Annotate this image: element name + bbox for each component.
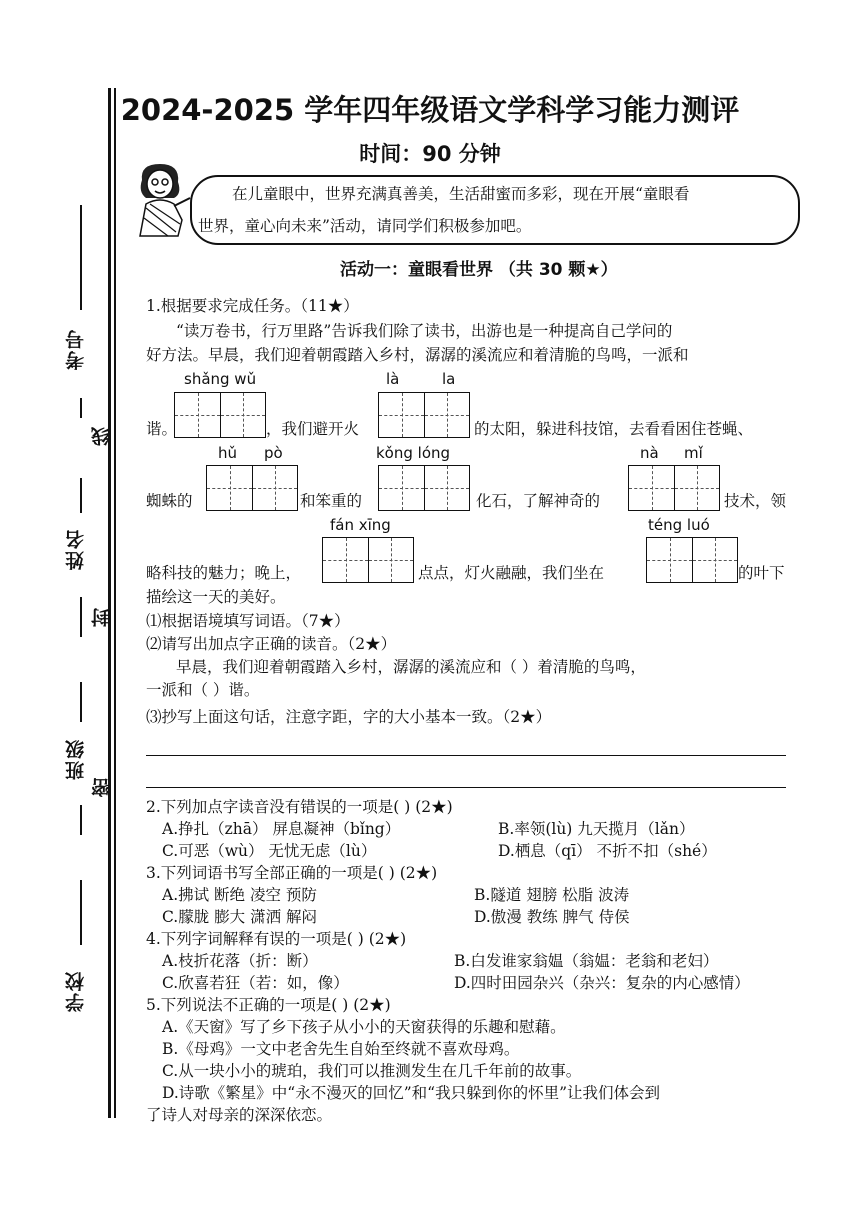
q5-option-d-line-1: D.诗歌《繁星》中“永不漫灭的回忆”和“我只躲到你的怀里”让我们体会到 — [162, 1084, 661, 1102]
label-class: 班级 — [65, 738, 87, 780]
q3-option-a: A.拂试 断绝 凌空 预防 — [162, 886, 317, 904]
pinyin-fanxing: fán xīng — [330, 516, 391, 534]
q3-option-d: D.傲漫 教练 脾气 侍侯 — [474, 908, 630, 926]
copy-writing-line-1[interactable] — [146, 755, 786, 756]
pinyin-mi: mǐ — [684, 444, 703, 462]
q5-option-b: B.《母鸡》一文中老舍先生自始至终就不喜欢母鸡。 — [162, 1040, 520, 1058]
q1-sub-2-text-2: 一派和（ ）谐。 — [146, 681, 260, 699]
q1-para-line-4c: 化石，了解神奇的 — [476, 492, 601, 510]
pinyin-konglong: kǒng lóng — [376, 444, 451, 462]
writing-grid-nami[interactable] — [628, 465, 720, 511]
exam-time: 时间：90 分钟 — [359, 142, 501, 166]
q1-para-line-6: 描绘这一天的美好。 — [146, 588, 286, 606]
label-secret: 密 — [91, 776, 113, 797]
q5-option-c: C.从一块小小的琥珀，我们可以推测发生在几千年前的故事。 — [162, 1062, 582, 1080]
q2-stem: 2.下列加点字读音没有错误的一项是( ) (2★) — [146, 798, 453, 816]
q3-option-b: B.隧道 翅膀 松脂 波涛 — [474, 886, 630, 904]
q1-sub-3: ⑶抄写上面这句话，注意字距，字的大小基本一致。（2★） — [146, 708, 552, 726]
q5-option-a: A.《天窗》写了乡下孩子从小小的天窗获得的乐趣和慰藉。 — [162, 1018, 566, 1036]
writing-grid-fanxing[interactable] — [322, 537, 414, 583]
q5-stem: 5.下列说法不正确的一项是( ) (2★) — [146, 996, 391, 1014]
q1-para-line-3c: 的太阳，躲进科技馆，去看看困住苍蝇、 — [474, 420, 754, 438]
page-title: 2024-2025 学年四年级语文学科学习能力测评 — [120, 93, 740, 127]
writing-grid-konglong[interactable] — [378, 465, 470, 511]
q1-para-line-5c: 的叶下 — [738, 564, 785, 582]
label-seal: 封 — [91, 606, 113, 627]
blank-line-school — [80, 880, 82, 945]
q1-sub-1: ⑴根据语境填写词语。（7★） — [146, 612, 350, 630]
teacher-icon — [128, 160, 198, 240]
q1-para-line-4b: 和笨重的 — [300, 492, 363, 510]
label-line: 线 — [91, 425, 113, 446]
q4-stem: 4.下列字词解释有误的一项是( ) (2★) — [146, 930, 407, 948]
label-school: 学校 — [65, 970, 87, 1012]
pinyin-po: pò — [264, 444, 283, 462]
q1-para-line-5a: 略科技的魅力；晚上， — [146, 564, 302, 582]
intro-line-1: 在儿童眼中，世界充满真善美，生活甜蜜而多彩，现在开展“童眼看 — [232, 185, 690, 203]
pinyin-la-1: là — [386, 370, 400, 388]
binding-line-thin — [114, 88, 116, 1118]
activity-title: 活动一：童眼看世界 （共 30 颗★） — [340, 260, 618, 280]
q1-para-line-4d: 技术，领 — [724, 492, 787, 510]
writing-grid-tengluo[interactable] — [646, 537, 738, 583]
copy-writing-line-2[interactable] — [146, 787, 786, 788]
blank-line-exam-number — [80, 205, 82, 310]
blank-line-divider-2 — [80, 597, 82, 637]
pinyin-la-2: la — [442, 370, 456, 388]
q4-option-b: B.白发谁家翁媪（翁媪：老翁和老妇） — [454, 952, 719, 970]
blank-line-divider-3 — [80, 805, 82, 835]
writing-grid-hupo[interactable] — [206, 465, 298, 511]
q1-para-line-2: 好方法。早晨，我们迎着朝霞踏入乡村，潺潺的溪流应和着清脆的鸟鸣，一派和 — [146, 346, 689, 364]
q1-stem: 1.根据要求完成任务。（11★） — [146, 297, 359, 315]
q1-para-line-4a: 蜘蛛的 — [146, 492, 193, 510]
q2-option-c: C.可恶（wù） 无忧无虑（lù） — [162, 842, 377, 860]
pinyin-tengluo: téng luó — [648, 516, 710, 534]
intro-line-2: 世界，童心向未来”活动，请同学们积极参加吧。 — [198, 217, 532, 235]
q5-option-d-line-2: 了诗人对母亲的深深依恋。 — [146, 1106, 333, 1124]
blank-line-class — [80, 682, 82, 722]
q1-para-line-3a: 谐。 — [146, 420, 178, 438]
q3-stem: 3.下列词语书写全部正确的一项是( ) (2★) — [146, 864, 438, 882]
blank-line-divider-1 — [80, 398, 82, 418]
label-name: 姓名 — [65, 528, 87, 570]
q4-option-d: D.四时田园杂兴（杂兴：复杂的内心感情） — [454, 974, 750, 992]
pinyin-na: nà — [640, 444, 659, 462]
q1-sub-2-text-1: 早晨，我们迎着朝霞踏入乡村，潺潺的溪流应和（ ）着清脆的鸟鸣， — [176, 658, 646, 676]
q2-option-a: A.挣扎（zhā） 屏息凝神（bǐng） — [162, 820, 401, 838]
q4-option-c: C.欣喜若狂（若：如，像） — [162, 974, 349, 992]
pinyin-hu: hǔ — [218, 444, 238, 462]
blank-line-name — [80, 478, 82, 513]
binding-line-thick — [108, 88, 111, 1118]
q1-para-line-1: “读万卷书，行万里路”告诉我们除了读书，出游也是一种提高自己学问的 — [176, 322, 673, 340]
label-exam-number: 考号 — [65, 328, 87, 370]
writing-grid-lala[interactable] — [378, 392, 470, 438]
pinyin-shangwu: shǎng wǔ — [184, 370, 257, 388]
q2-option-b: B.率领(lù) 九天揽月（lǎn） — [498, 820, 695, 838]
q3-option-c: C.朦胧 膨大 潇洒 解闷 — [162, 908, 318, 926]
q1-sub-2: ⑵请写出加点字正确的读音。（2★） — [146, 635, 397, 653]
q2-option-d: D.栖息（qī） 不折不扣（shé） — [498, 842, 717, 860]
q1-para-line-3b: ，我们避开火 — [266, 420, 360, 438]
q1-para-line-5b: 点点，灯火融融，我们坐在 — [418, 564, 605, 582]
writing-grid-shangwu[interactable] — [174, 392, 266, 438]
q4-option-a: A.枝折花落（折：断） — [162, 952, 318, 970]
